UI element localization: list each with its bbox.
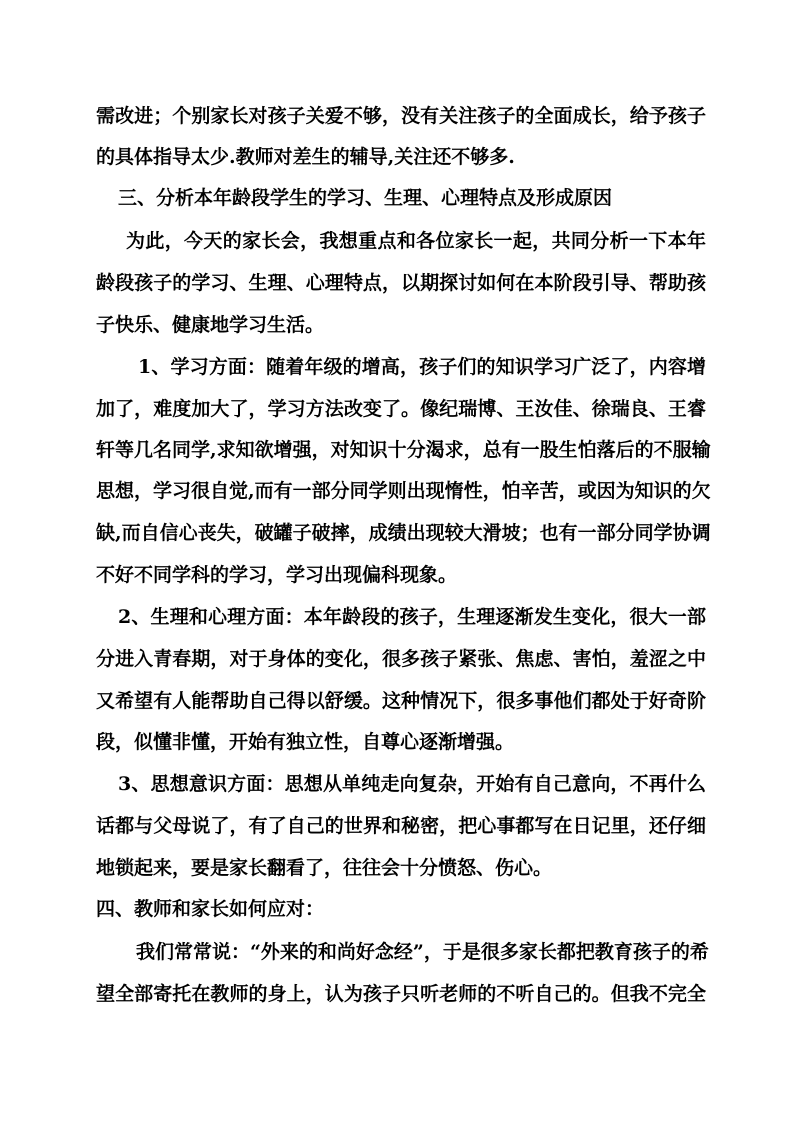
text-line: 话都与父母说了，有了自己的世界和秘密，把心事都写在日记里，还仔细 xyxy=(96,815,706,837)
section-heading: 四、教师和家长如何应对： xyxy=(96,898,325,920)
text-line: 2、生理和心理方面：本年龄段的孩子，生理逐渐发生变化，很大一部 xyxy=(118,606,706,628)
section-heading: 三、分析本年龄段学生的学习、生理、心理特点及形成原因 xyxy=(118,187,613,209)
text-line: 为此，今天的家长会，我想重点和各位家长一起，共同分析一下本年 xyxy=(126,230,706,252)
text-line: 需改进；个别家长对孩子关爱不够，没有关注孩子的全面成长，给予孩子 xyxy=(96,105,706,127)
text-line: 子快乐、健康地学习生活。 xyxy=(96,314,325,336)
text-line: 1、学习方面：随着年级的增高，孩子们的知识学习广泛了，内容增 xyxy=(138,356,706,378)
text-line: 思想，学习很自觉,而有一部分同学则出现惰性，怕辛苦，或因为知识的欠 xyxy=(96,480,711,502)
text-line: 3、思想意识方面：思想从单纯走向复杂，开始有自己意向，不再什么 xyxy=(118,773,706,795)
text-line: 加了，难度加大了，学习方法改变了。像纪瑞博、王汝佳、徐瑞良、王睿 xyxy=(96,398,706,420)
text-line: 又希望有人能帮助自己得以舒缓。这种情况下，很多事他们都处于好奇阶 xyxy=(96,690,706,712)
text-line: 轩等几名同学,求知欲增强，对知识十分渴求，总有一股生怕落后的不服输 xyxy=(96,439,711,461)
text-line: 缺,而自信心丧失，破罐子破摔，成绩出现较大滑坡；也有一部分同学协调 xyxy=(96,522,711,544)
text-line: 段，似懂非懂，开始有独立性，自尊心逐渐增强。 xyxy=(96,731,515,753)
text-line: 龄段孩子的学习、生理、心理特点，以期探讨如何在本阶段引导、帮助孩 xyxy=(96,272,706,294)
text-line: 望全部寄托在教师的身上，认为孩子只听老师的不听自己的。但我不完全 xyxy=(96,983,706,1005)
text-line: 不好不同学科的学习，学习出现偏科现象。 xyxy=(96,564,458,586)
text-line: 我们常常说：“外来的和尚好念经”，于是很多家长都把教育孩子的希 xyxy=(136,941,709,963)
text-line: 分进入青春期，对于身体的变化，很多孩子紧张、焦虑、害怕，羞涩之中 xyxy=(96,648,706,670)
text-line: 的具体指导太少.教师对差生的辅导,关注还不够多. xyxy=(96,146,515,168)
text-line: 地锁起来，要是家长翻看了，往往会十分愤怒、伤心。 xyxy=(96,857,553,879)
